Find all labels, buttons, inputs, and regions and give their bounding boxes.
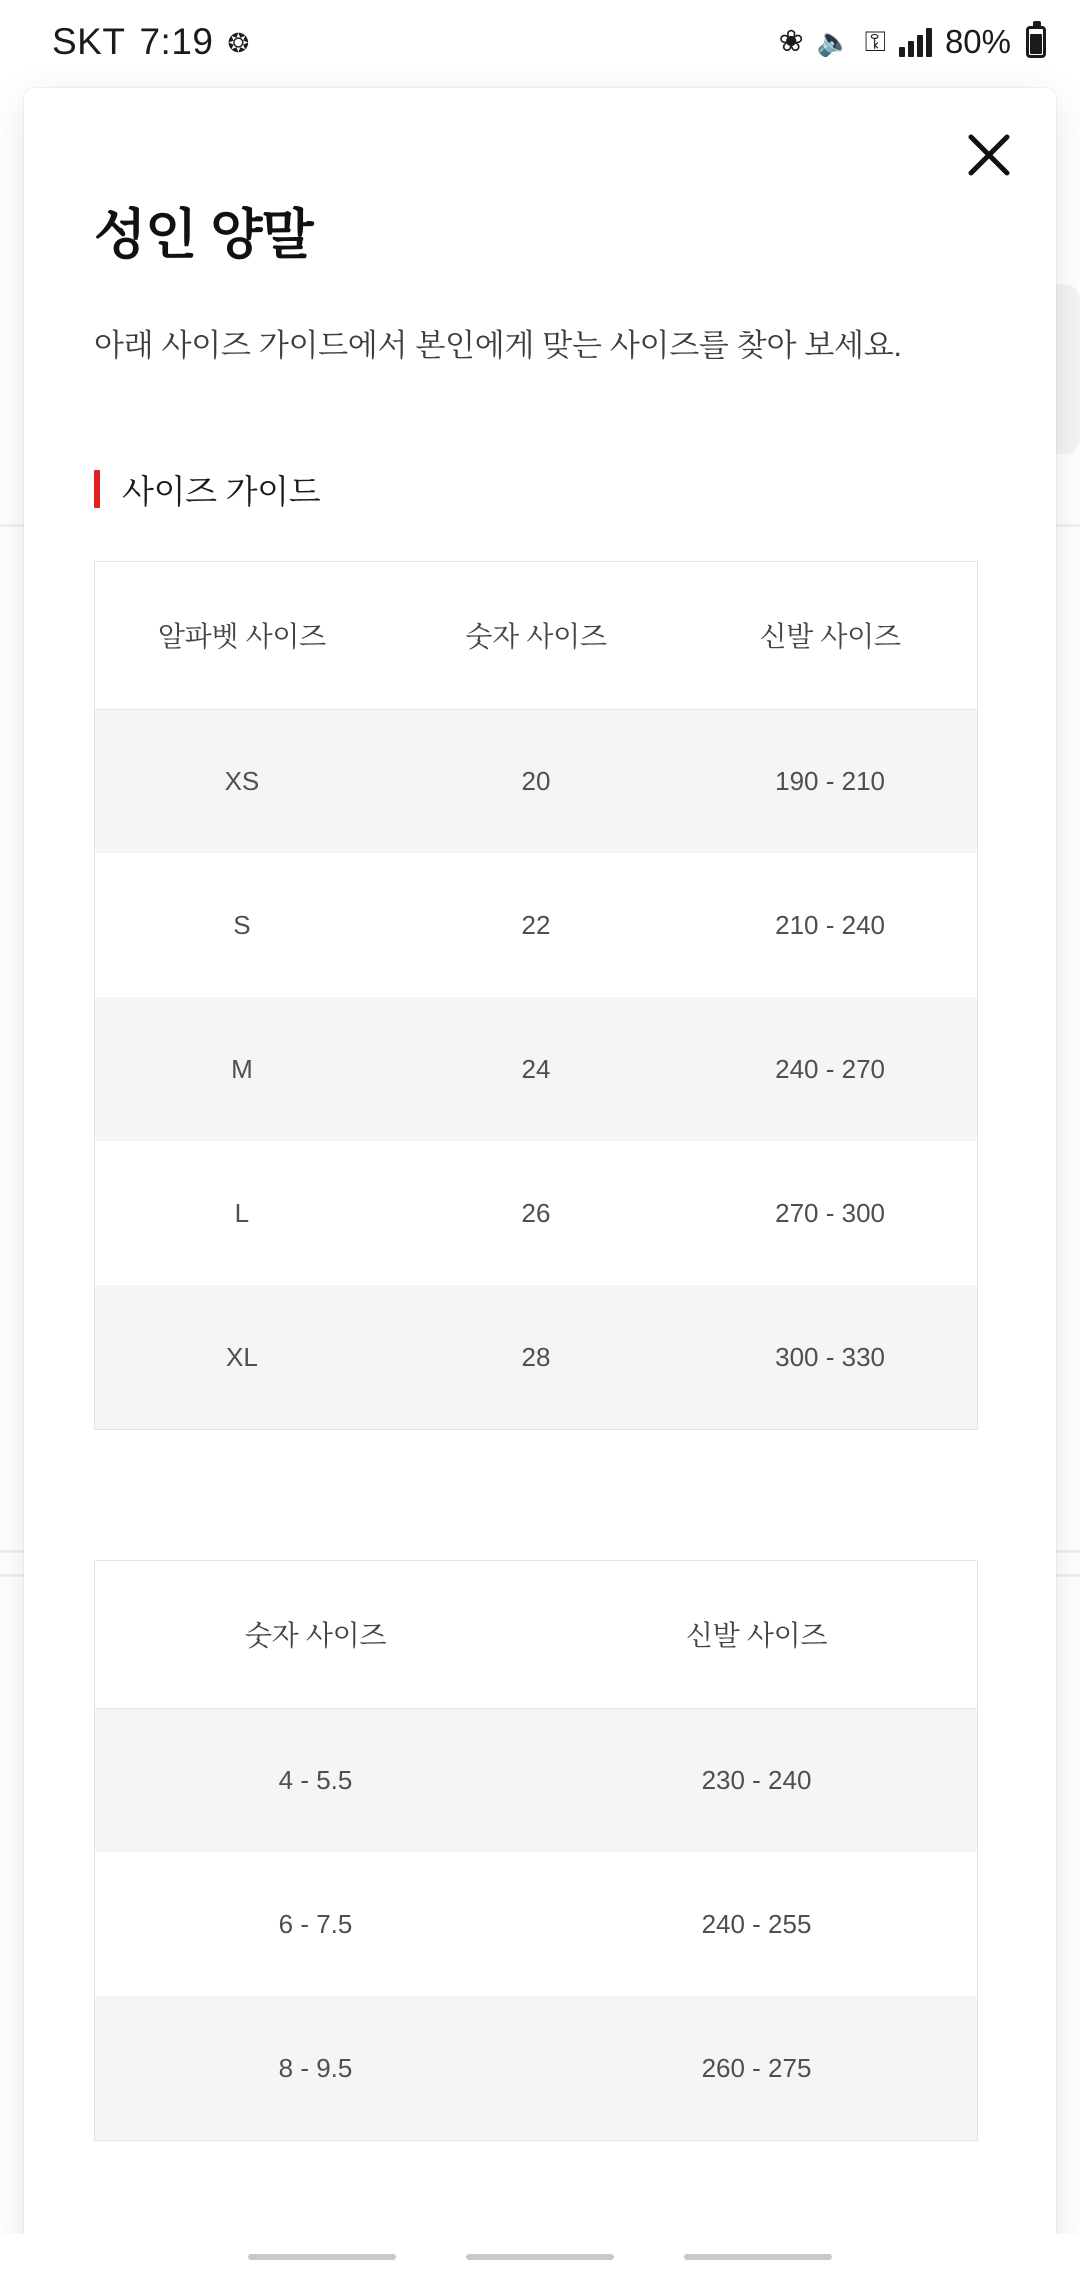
wifi-icon: ⚿ <box>864 26 886 57</box>
table-cell: 270 - 300 <box>683 1141 977 1285</box>
table-cell: XS <box>95 709 389 853</box>
table-row <box>95 1996 978 2140</box>
accent-bar-icon <box>94 470 100 508</box>
battery-level-label: 80% <box>944 23 1011 60</box>
volume-mute-icon: 🔈 <box>816 26 852 57</box>
status-bar-left <box>52 21 249 63</box>
table-body <box>95 709 978 1429</box>
table-header-row <box>95 561 978 709</box>
nav-pill-home[interactable] <box>466 2254 614 2260</box>
column-header: 숫자 사이즈 <box>389 561 683 709</box>
table-cell: 260 - 275 <box>536 1996 978 2140</box>
table-cell: 240 - 270 <box>683 997 977 1141</box>
table-row <box>95 1285 978 1429</box>
nav-pill-back[interactable] <box>684 2254 832 2260</box>
table-row <box>95 1708 978 1852</box>
navigation-bar <box>0 2234 1080 2280</box>
table-head <box>95 1560 978 1708</box>
table-cell: 210 - 240 <box>683 853 977 997</box>
column-header: 알파벳 사이즈 <box>95 561 389 709</box>
section-header <box>94 466 986 513</box>
table-row <box>95 853 978 997</box>
table-cell: M <box>95 997 389 1141</box>
table-cell: 20 <box>389 709 683 853</box>
status-bar <box>0 0 1080 84</box>
table-cell: S <box>95 853 389 997</box>
table-cell: 8 - 9.5 <box>95 1996 537 2140</box>
table-cell: 22 <box>389 853 683 997</box>
table-header-row <box>95 1560 978 1708</box>
table-cell: 190 - 210 <box>683 709 977 853</box>
close-x-glyph <box>966 132 1012 178</box>
bluetooth-icon: ❀ <box>778 25 804 58</box>
size-table-alphabet <box>94 561 978 1430</box>
table-cell: 6 - 7.5 <box>95 1852 537 1996</box>
nav-pill-recents[interactable] <box>248 2254 396 2260</box>
column-header: 숫자 사이즈 <box>95 1560 537 1708</box>
clock-label: 7:19 <box>139 21 214 62</box>
close-icon[interactable] <box>944 110 1034 200</box>
table-row <box>95 997 978 1141</box>
table-cell: 230 - 240 <box>536 1708 978 1852</box>
size-guide-modal <box>24 88 1056 2254</box>
table-cell: 4 - 5.5 <box>95 1708 537 1852</box>
carrier-label: SKT <box>52 21 126 62</box>
table-cell: 28 <box>389 1285 683 1429</box>
table-head <box>95 561 978 709</box>
cellular-signal-icon <box>899 27 932 57</box>
table-cell: XL <box>95 1285 389 1429</box>
section-title: 사이즈 가이드 <box>122 472 321 510</box>
modal-body <box>24 88 1056 2141</box>
column-header: 신발 사이즈 <box>536 1560 978 1708</box>
status-bar-right <box>779 23 1046 61</box>
table-cell: L <box>95 1141 389 1285</box>
size-table-numeric <box>94 1560 978 2141</box>
column-header: 신발 사이즈 <box>683 561 977 709</box>
alarm-icon: ❂ <box>227 28 250 58</box>
table-row <box>95 709 978 853</box>
modal-description: 아래 사이즈 가이드에서 본인에게 맞는 사이즈를 찾아 보세요. <box>94 328 902 364</box>
table-cell: 300 - 330 <box>683 1285 977 1429</box>
battery-icon <box>1026 26 1046 58</box>
table-body <box>95 1708 978 2140</box>
table-row <box>95 1141 978 1285</box>
table-row <box>95 1852 978 1996</box>
table-cell: 26 <box>389 1141 683 1285</box>
page-title: 성인 양말 <box>94 205 313 265</box>
table-cell: 240 - 255 <box>536 1852 978 1996</box>
table-cell: 24 <box>389 997 683 1141</box>
